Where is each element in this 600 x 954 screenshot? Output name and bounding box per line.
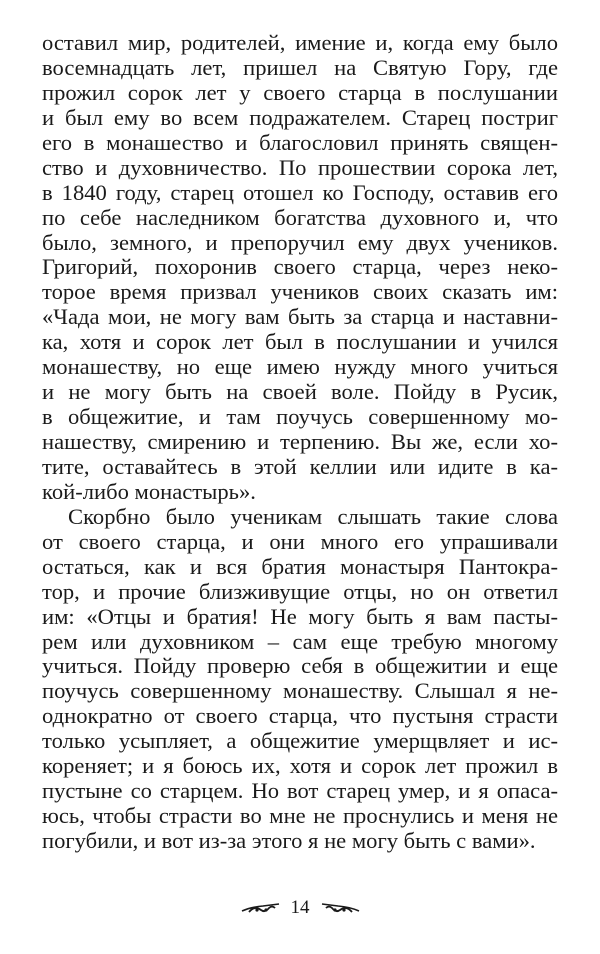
- right-ornament-icon: [320, 901, 360, 915]
- text-line: юсь, чтобы страсти во мне не проснулись и меня не: [42, 803, 558, 829]
- text-line: Григорий, похоронив своего старца, через неко-: [42, 254, 558, 280]
- text-line: Скорбно было ученикам слышать такие слова: [68, 503, 558, 529]
- text-line: кой-либо монастырь».: [42, 478, 256, 504]
- text-line: только усыпляет, а общежитие умерщвляет и ис-: [42, 728, 558, 754]
- text-line: рем или духовником – сам еще требую многому: [42, 628, 558, 654]
- body-text: [42, 30, 558, 853]
- text-line: учиться. Пойду проверю себя в общежитии и еще: [42, 653, 558, 679]
- text-line: монашеству, но еще имею нужду много учиться: [42, 354, 558, 380]
- text-line: и не могу быть на своей воле. Пойду в Русик,: [42, 379, 558, 405]
- text-line: в общежитие, и там поучусь совершенному мо-: [42, 404, 558, 430]
- left-ornament-icon: [241, 901, 281, 915]
- text-line: нашеству, смирению и терпению. Вы же, если хо-: [42, 429, 558, 454]
- text-line: прожил сорок лет у своего старца в послушании: [42, 79, 558, 105]
- text-line: погубили, и вот из-за этого я не могу быть с вами».: [42, 828, 536, 853]
- text-line: было, земного, и препоручил ему двух учеников.: [42, 229, 558, 255]
- text-line: «Чада мои, не могу вам быть за старца и наставни-: [42, 304, 558, 330]
- text-line: ство и духовничество. По прошествии сорока лет,: [42, 154, 558, 180]
- text-line: пустыне со старцем. Но вот старец умер, и я опаса-: [42, 778, 558, 804]
- text-line: тите, оставайтесь в этой келлии или идите в ка-: [42, 453, 558, 479]
- text-line: однократно от своего старца, что пустыня страсти: [42, 703, 558, 729]
- page-number: 14: [290, 897, 310, 918]
- text-line: от своего старца, и они много его упрашивали: [42, 528, 558, 554]
- text-line: восемнадцать лет, пришел на Святую Гору, где: [42, 54, 558, 80]
- text-line: кореняет; и я боюсь их, хотя и сорок лет прожил в: [42, 753, 558, 779]
- text-line: ка, хотя и сорок лет был в послушании и учился: [42, 329, 558, 355]
- text-line: и был ему во всем подражателем. Старец постриг: [42, 104, 558, 130]
- text-line: его в монашество и благословил принять священ-: [42, 129, 558, 155]
- text-line: торое время призвал учеников своих сказать им:: [42, 279, 558, 305]
- text-line: в 1840 году, старец отошел ко Господу, оставив его: [42, 179, 558, 205]
- text-line: по себе наследником богатства духовного и, что: [42, 204, 558, 230]
- text-line: оставил мир, родителей, имение и, когда ему было: [42, 30, 558, 55]
- text-line: им: «Отцы и братия! Не могу быть я вам пасты-: [42, 603, 558, 629]
- page-footer: [0, 895, 600, 921]
- text-line: поучусь совершенному монашеству. Слышал я не-: [42, 678, 558, 704]
- text-line: остаться, как и вся братия монастыря Пантокра-: [42, 553, 558, 579]
- text-line: тор, и прочие близживущие отцы, но он ответил: [42, 578, 558, 604]
